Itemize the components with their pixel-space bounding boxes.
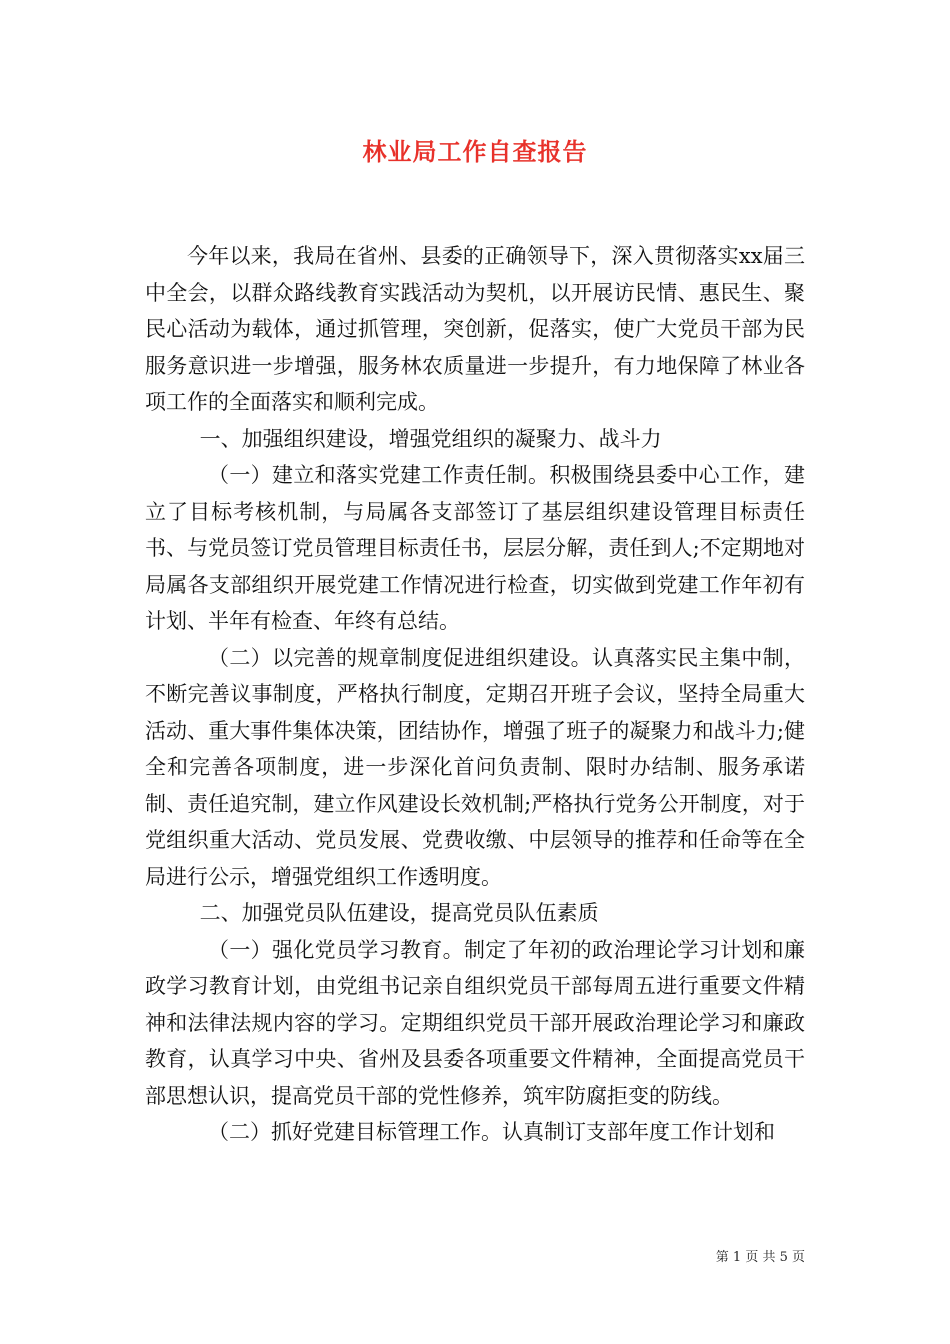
body-paragraph: （一）建立和落实党建工作责任制。积极围绕县委中心工作，建立了目标考核机制，与局属各支部签订了基层组织建设管理目标责任书、与党员签订党员管理目标责任书，层层分解，责任到人;不定期地对局属各支部组织开展党建工作情况进行检查，切实做到党建工作年初有计划、半年有检查、年终有总结。 xyxy=(145,463,805,633)
body-paragraph: （二）以完善的规章制度促进组织建设。认真落实民主集中制，不断完善议事制度，严格执行制度，定期召开班子会议，坚持全局重大活动、重大事件集体决策，团结协作，增强了班子的凝聚力和战斗力;健全和完善各项制度，进一步深化首问负责制、限时办结制、服务承诺制、责任追究制，建立作风建设长效机制;严格执行党务公开制度，对于党组织重大活动、党员发展、党费收缴、中层领导的推荐和任命等在全局进行公示，增强党组织工作透明度。 xyxy=(145,645,805,889)
page-footer xyxy=(0,1246,950,1265)
document-body xyxy=(145,238,805,1151)
body-paragraph: （一）强化党员学习教育。制定了年初的政治理论学习计划和廉政学习教育计划，由党组书记亲自组织党员干部每周五进行重要文件精神和法律法规内容的学习。定期组织党员干部开展政治理论学习和廉政教育，认真学习中央、省州及县委各项重要文件精神，全面提高党员干部思想认识，提高党员干部的党性修养，筑牢防腐拒变的防线。 xyxy=(145,937,805,1108)
body-paragraph: 今年以来，我局在省州、县委的正确领导下，深入贯彻落实xx届三中全会，以群众路线教育实践活动为契机，以开展访民情、惠民生、聚民心活动为载体，通过抓管理，突创新，促落实，使广大党员干部为民服务意识进一步增强，服务林农质量进一步提升，有力地保障了林业各项工作的全面落实和顺利完成。 xyxy=(145,244,805,414)
section-heading: 一、加强组织建设，增强党组织的凝聚力、战斗力 xyxy=(199,426,662,451)
section-heading: 二、加强党员队伍建设，提高党员队伍素质 xyxy=(199,901,599,925)
document-title: 林业局工作自查报告 xyxy=(362,137,588,166)
body-paragraph: （二）抓好党建目标管理工作。认真制订支部年度工作计划和 xyxy=(208,1120,775,1144)
page-number: 第 1 页 共 5 页 xyxy=(715,1250,805,1265)
